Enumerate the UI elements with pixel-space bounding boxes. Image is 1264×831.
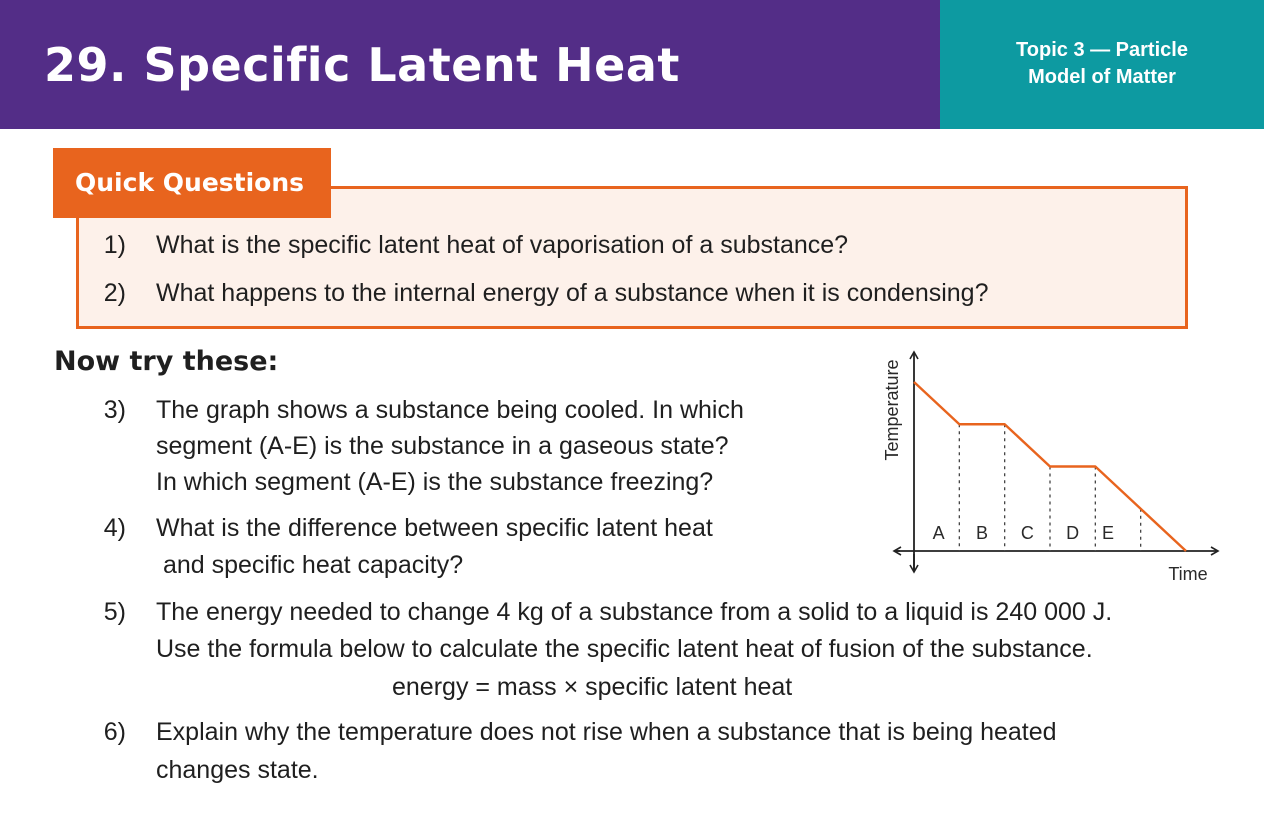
question-5-line-1: The energy needed to change 4 kg of a substance from a solid to a liquid is 240 000 J.	[156, 598, 1113, 626]
question-2-number: 2)	[103, 279, 126, 307]
question-5-line-2: Use the formula below to calculate the specific latent heat of fusion of the substance.	[156, 635, 1093, 663]
cooling-curve-graph	[874, 340, 1234, 590]
now-try-heading: Now try these:	[54, 346, 279, 377]
question-2-text: What happens to the internal energy of a substance when it is condensing?	[156, 279, 989, 307]
question-6-number: 6)	[103, 718, 126, 746]
segment-label-a: A	[932, 523, 945, 543]
page-header	[0, 0, 1264, 129]
segment-labels	[933, 523, 1114, 543]
segment-label-b: B	[975, 523, 989, 543]
question-5-number: 5)	[103, 598, 126, 626]
question-1-text: What is the specific latent heat of vaporisation of a substance?	[156, 231, 849, 259]
segment-label-d: D	[1066, 523, 1080, 543]
segment-label-c: C	[1020, 523, 1034, 543]
question-4-line-1: What is the difference between specific latent heat	[156, 514, 713, 542]
page-title: 29. Specific Latent Heat	[44, 38, 680, 92]
x-axis-label: Time	[1168, 564, 1208, 584]
question-6-line-1: Explain why the temperature does not rise when a substance that is being heated	[156, 718, 1057, 746]
question-4-number: 4)	[103, 514, 126, 542]
latent-heat-formula: energy = mass × specific latent heat	[392, 673, 793, 701]
question-3-number: 3)	[103, 396, 126, 424]
question-3-line-3: In which segment (A-E) is the substance freezing?	[156, 468, 714, 496]
title-banner	[0, 0, 940, 129]
question-3-line-2: segment (A-E) is the substance in a gaseous state?	[156, 432, 729, 460]
question-1-number: 1)	[103, 231, 126, 259]
quick-questions-label: Quick Questions	[75, 168, 305, 197]
topic-label-line1: Topic 3 — Particle	[1016, 39, 1188, 61]
segment-label-e: E	[1101, 523, 1115, 543]
question-3-line-1: The graph shows a substance being cooled. In which	[156, 396, 744, 424]
question-4-line-2: and specific heat capacity?	[156, 551, 464, 579]
quick-questions-tab	[53, 148, 331, 218]
y-axis-label: Temperature	[882, 359, 902, 461]
topic-label-line2: Model of Matter	[1028, 66, 1176, 88]
question-6-line-2: changes state.	[156, 756, 319, 784]
topic-banner	[940, 0, 1264, 129]
cooling-curve-line	[914, 382, 1186, 551]
